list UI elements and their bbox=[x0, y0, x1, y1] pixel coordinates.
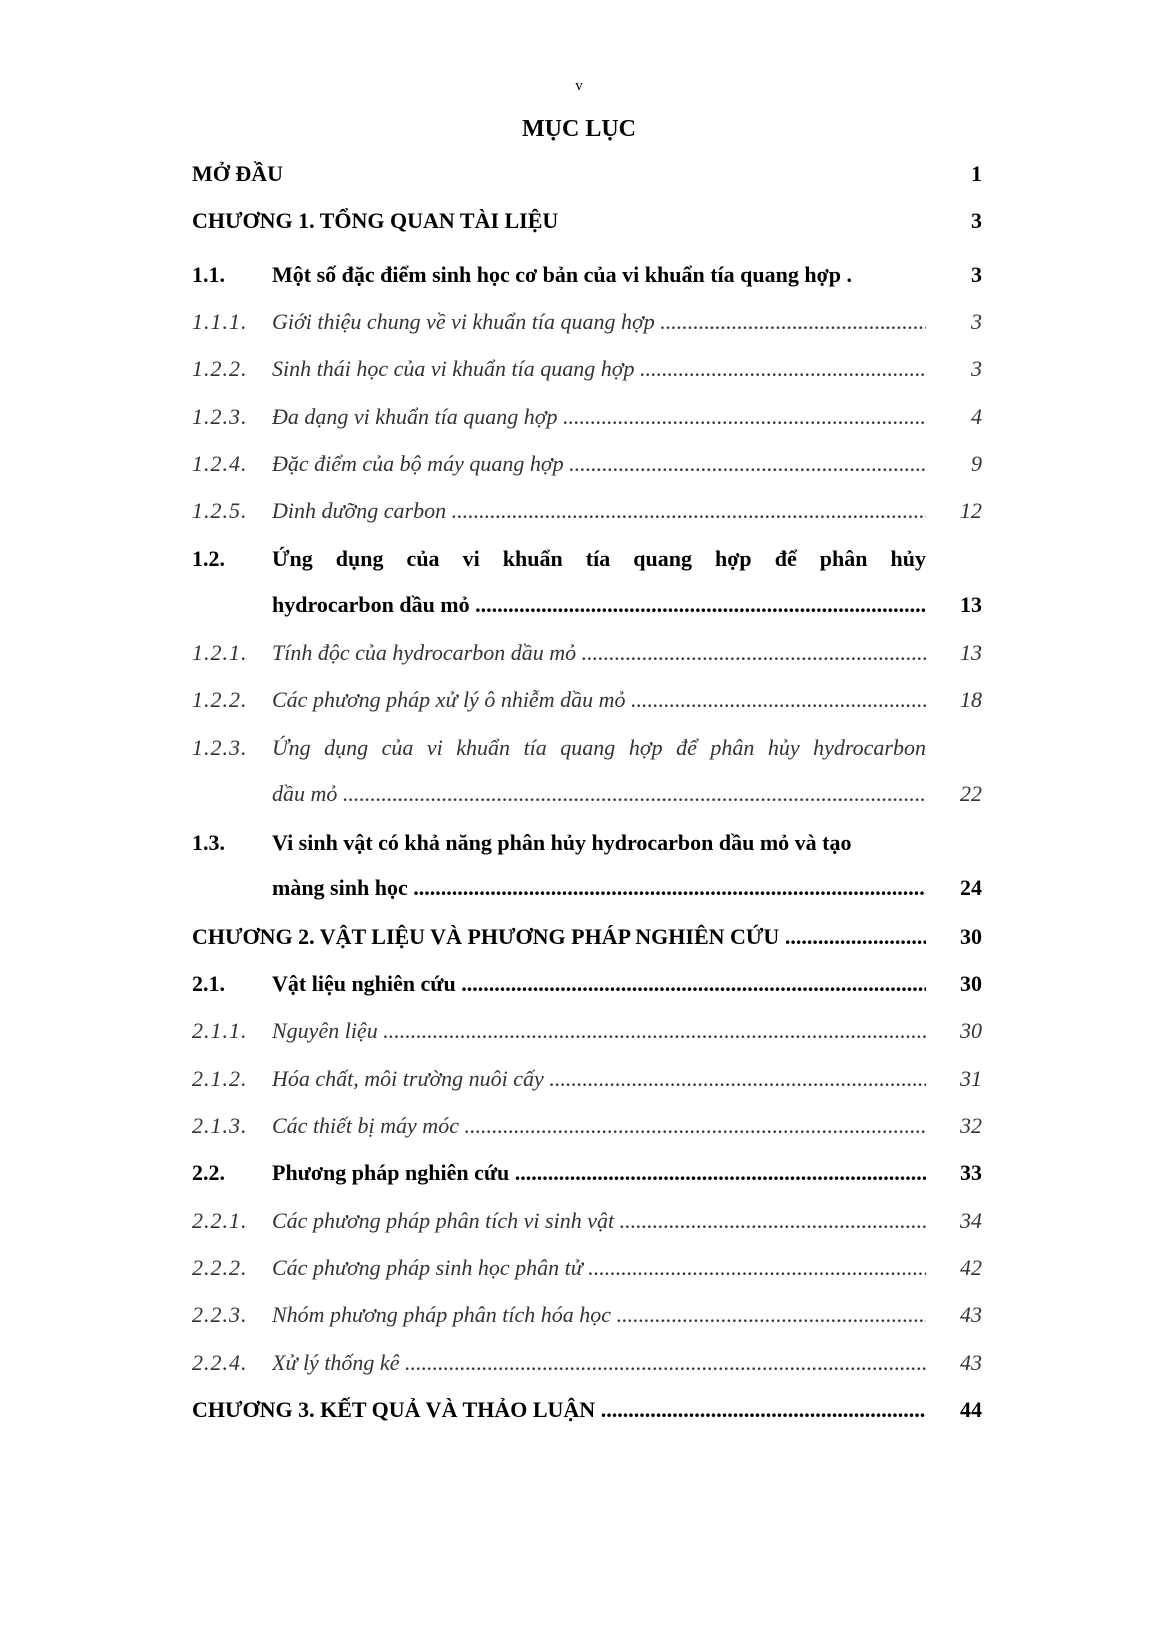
toc-entry-1-2-1[interactable] bbox=[192, 638, 982, 668]
toc-entry-page: 22 bbox=[960, 781, 982, 806]
toc-entry-1-2-3[interactable] bbox=[192, 402, 982, 432]
toc-entry-page: 44 bbox=[960, 1397, 982, 1422]
toc-entry-2-1[interactable] bbox=[192, 969, 982, 999]
toc-entry-title: Đặc điểm của bộ máy quang hợp ..... bbox=[272, 449, 926, 479]
toc-entry-number: 2.2.3. bbox=[192, 1302, 248, 1327]
toc-entry-page: 3 bbox=[971, 356, 982, 381]
toc-entry-page: 12 bbox=[960, 498, 982, 523]
toc-entry-title: Sinh thái học của vi khuẩn tía quang hợp ..... bbox=[272, 354, 926, 384]
toc-entry-page: 3 bbox=[971, 309, 982, 334]
toc-entry-chuong-1[interactable] bbox=[192, 206, 982, 236]
toc-entry-number: 2.2.2. bbox=[192, 1255, 248, 1280]
toc-entry-page: 43 bbox=[960, 1302, 982, 1327]
toc-entry-title: Hóa chất, môi trường nuôi cấy ..... bbox=[272, 1064, 926, 1094]
table-of-contents bbox=[192, 0, 982, 1637]
toc-entry-title: Phương pháp nghiên cứu ..... bbox=[272, 1158, 926, 1188]
toc-entry-number: 1.1. bbox=[192, 262, 225, 287]
toc-entry-title: Tính độc của hydrocarbon dầu mỏ ..... bbox=[272, 638, 926, 668]
toc-entry-page: 4 bbox=[971, 404, 982, 429]
toc-entry-page: 31 bbox=[960, 1066, 982, 1091]
toc-entry-chuong-2[interactable] bbox=[192, 922, 982, 952]
toc-entry-2-2-2[interactable] bbox=[192, 1253, 982, 1283]
toc-entry-page: 13 bbox=[960, 592, 982, 617]
toc-entry-1-2-3b-cont[interactable] bbox=[192, 779, 982, 809]
toc-entry-number: 2.2.4. bbox=[192, 1350, 248, 1375]
toc-entry-page: 33 bbox=[960, 1160, 982, 1185]
toc-entry-1-1-1[interactable] bbox=[192, 307, 982, 337]
toc-entry-page: 43 bbox=[960, 1350, 982, 1375]
toc-entry-title: CHƯƠNG 2. VẬT LIỆU VÀ PHƯƠNG PHÁP NGHIÊN CỨU ..... bbox=[192, 922, 926, 952]
toc-entry-chuong-3[interactable] bbox=[192, 1395, 982, 1425]
toc-entry-page: 32 bbox=[960, 1113, 982, 1138]
toc-entry-title: CHƯƠNG 3. KẾT QUẢ VÀ THẢO LUẬN ..... bbox=[192, 1395, 926, 1425]
toc-entry-page: 30 bbox=[960, 1018, 982, 1043]
toc-entry-number: 1.3. bbox=[192, 830, 225, 855]
toc-entry-page: 1 bbox=[971, 161, 982, 186]
toc-entry-title: Đa dạng vi khuẩn tía quang hợp ..... bbox=[272, 402, 926, 432]
toc-entry-title: Các phương pháp xử lý ô nhiễm dầu mỏ ..... bbox=[272, 685, 926, 715]
toc-entry-2-2-1[interactable] bbox=[192, 1206, 982, 1236]
toc-entry-1-2-4[interactable] bbox=[192, 449, 982, 479]
toc-entry-1-2-3b[interactable] bbox=[192, 733, 982, 763]
toc-entry-1-2-2[interactable] bbox=[192, 354, 982, 384]
toc-entry-number: 1.2.4. bbox=[192, 451, 248, 476]
toc-entry-1-2[interactable] bbox=[192, 544, 982, 574]
toc-heading: MỤC LỤC bbox=[522, 116, 636, 142]
toc-entry-title: Dinh dưỡng carbon ..... bbox=[272, 496, 926, 526]
toc-entry-page: 3 bbox=[971, 262, 982, 287]
toc-entry-title: Ứng dụng của vi khuẩn tía quang hợp để phân hủy hydrocarbon bbox=[272, 735, 926, 760]
toc-entry-number: 1.1.1. bbox=[192, 309, 248, 334]
toc-entry-title: Các phương pháp phân tích vi sinh vật ..... bbox=[272, 1206, 926, 1236]
toc-entry-title: Một số đặc điểm sinh học cơ bản của vi khuẩn tía quang hợp . bbox=[272, 262, 853, 287]
toc-entry-title-line2: hydrocarbon dầu mỏ ..... bbox=[272, 590, 926, 620]
toc-entry-number: 1.2.5. bbox=[192, 498, 248, 523]
toc-entry-number: 2.1.2. bbox=[192, 1066, 248, 1091]
toc-entry-number: 2.2.1. bbox=[192, 1208, 248, 1233]
toc-entry-page: 24 bbox=[960, 875, 982, 900]
toc-entry-title: Xử lý thống kê ..... bbox=[272, 1348, 926, 1378]
toc-entry-title: Ứng dụng của vi khuẩn tía quang hợp để phân hủy bbox=[272, 546, 926, 571]
toc-entry-number: 2.2. bbox=[192, 1160, 225, 1185]
toc-entry-1-2-5[interactable] bbox=[192, 496, 982, 526]
toc-entry-number: 1.2.3. bbox=[192, 404, 248, 429]
toc-entry-page: 18 bbox=[960, 687, 982, 712]
toc-entry-title: Nguyên liệu ..... bbox=[272, 1016, 926, 1046]
toc-entry-title-line2: màng sinh học ..... bbox=[272, 873, 926, 903]
toc-entry-number: 2.1.3. bbox=[192, 1113, 248, 1138]
toc-entry-number: 1.2.1. bbox=[192, 640, 248, 665]
toc-entry-page: 3 bbox=[971, 208, 982, 233]
toc-entry-2-2-4[interactable] bbox=[192, 1348, 982, 1378]
toc-entry-title: Vi sinh vật có khả năng phân hủy hydrocarbon dầu mỏ và tạo bbox=[272, 830, 852, 855]
toc-entry-mo-dau[interactable] bbox=[192, 159, 982, 189]
toc-entry-number: 1.2.2. bbox=[192, 687, 248, 712]
toc-entry-1-2-2b[interactable] bbox=[192, 685, 982, 715]
page-number: v bbox=[575, 78, 583, 94]
toc-entry-page: 9 bbox=[971, 451, 982, 476]
toc-entry-page: 13 bbox=[960, 640, 982, 665]
toc-entry-title: Các thiết bị máy móc ..... bbox=[272, 1111, 926, 1141]
toc-entry-1-1[interactable] bbox=[192, 260, 982, 290]
toc-entry-1-3[interactable] bbox=[192, 828, 982, 858]
toc-entry-number: 2.1.1. bbox=[192, 1018, 248, 1043]
toc-entry-number: 1.2. bbox=[192, 546, 225, 571]
toc-entry-title: Các phương pháp sinh học phân tử ..... bbox=[272, 1253, 926, 1283]
toc-entry-title: Vật liệu nghiên cứu ..... bbox=[272, 969, 926, 999]
toc-entry-page: 30 bbox=[960, 924, 982, 949]
toc-entry-1-2-cont[interactable] bbox=[192, 590, 982, 620]
toc-entry-2-1-3[interactable] bbox=[192, 1111, 982, 1141]
toc-entry-1-3-cont[interactable] bbox=[192, 873, 982, 903]
toc-entry-title: Giới thiệu chung về vi khuẩn tía quang hợp ..... bbox=[272, 307, 926, 337]
toc-entry-number: 1.2.2. bbox=[192, 356, 248, 381]
toc-entry-number: 1.2.3. bbox=[192, 735, 248, 760]
toc-entry-2-1-1[interactable] bbox=[192, 1016, 982, 1046]
toc-entry-page: 30 bbox=[960, 971, 982, 996]
toc-entry-number: 2.1. bbox=[192, 971, 225, 996]
toc-entry-title: MỞ ĐẦU bbox=[192, 161, 284, 186]
toc-entry-2-2[interactable] bbox=[192, 1158, 982, 1188]
toc-entry-page: 42 bbox=[960, 1255, 982, 1280]
toc-entry-title: Nhóm phương pháp phân tích hóa học ..... bbox=[272, 1300, 926, 1330]
toc-entry-2-1-2[interactable] bbox=[192, 1064, 982, 1094]
toc-entry-title-line2: dầu mỏ ..... bbox=[272, 779, 926, 809]
toc-entry-2-2-3[interactable] bbox=[192, 1300, 982, 1330]
toc-entry-page: 34 bbox=[960, 1208, 982, 1233]
toc-entry-title: CHƯƠNG 1. TỔNG QUAN TÀI LIỆU bbox=[192, 208, 559, 233]
